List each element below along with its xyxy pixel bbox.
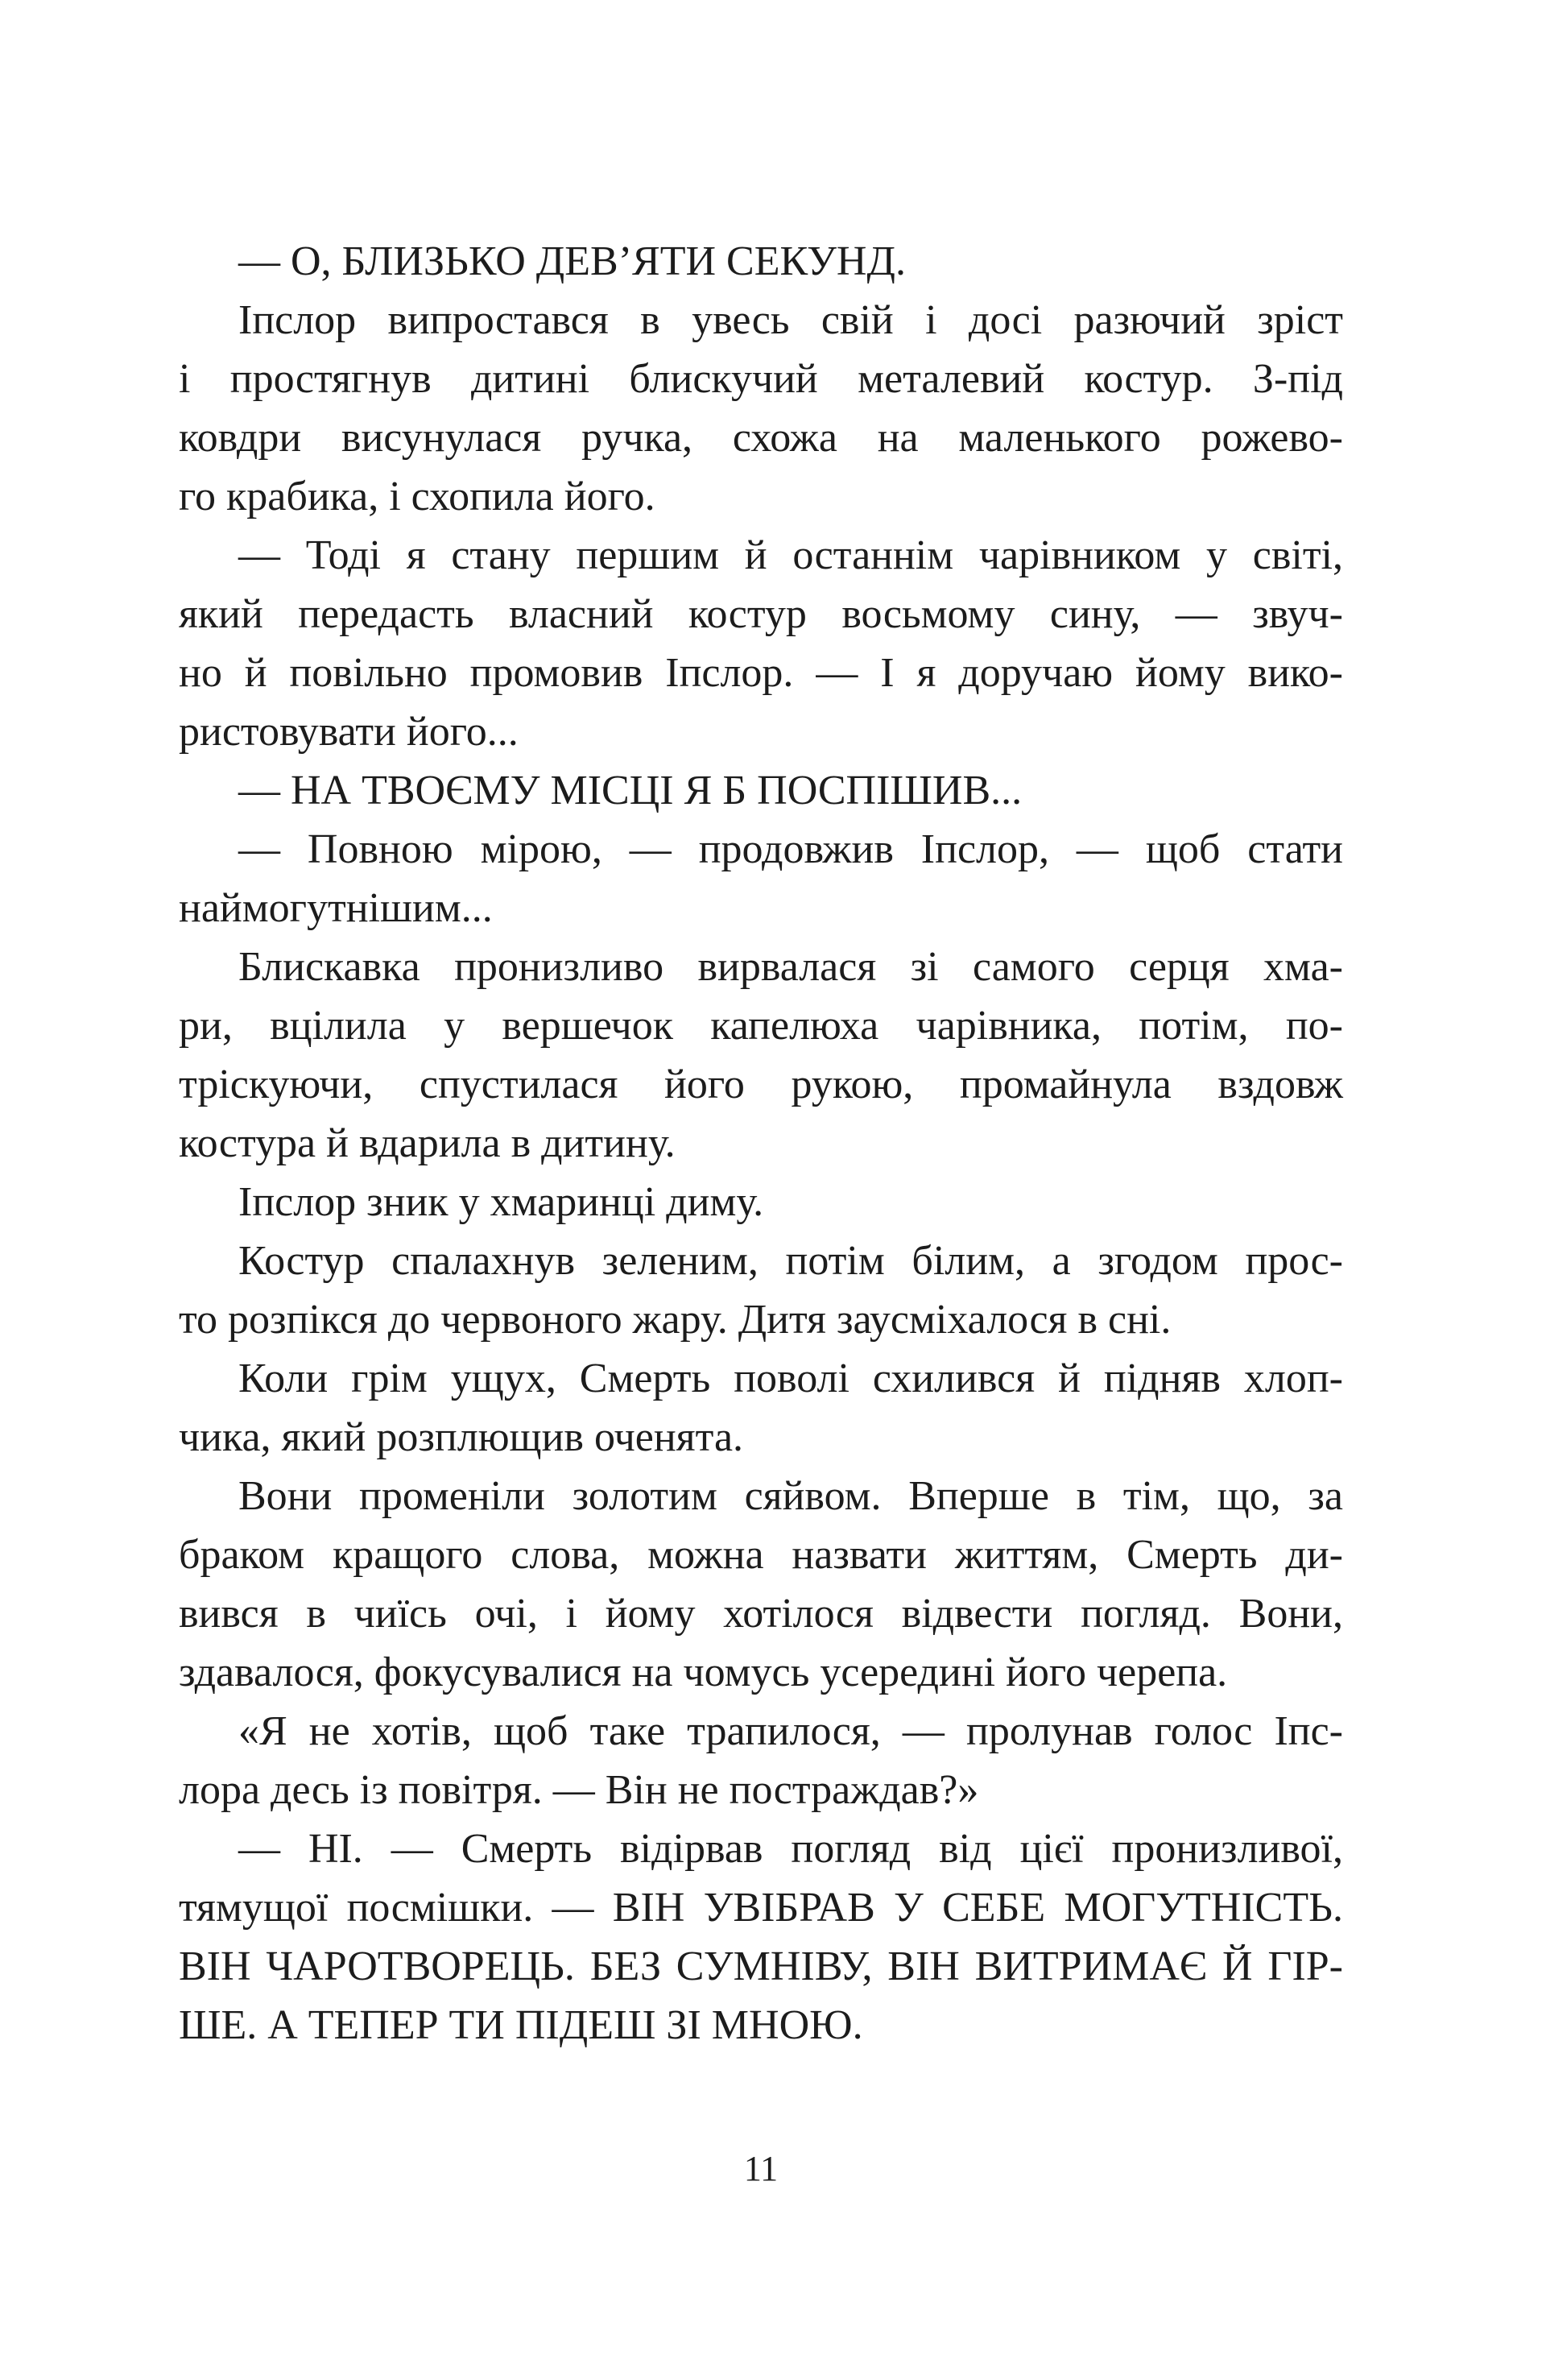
- text-line: костура й вдарила в дитину.: [179, 1120, 676, 1166]
- text-line: то розпікся до червоного жару. Дитя заусміхалося в сні.: [179, 1297, 1172, 1343]
- text-line: ВІН ЧАРОТВОРЕЦЬ. БЕЗ СУМНІВУ, ВІН ВИТРИМАЄ Й ГІР-: [179, 1943, 1343, 1989]
- text-line: — НА ТВОЄМУ МІСЦІ Я Б ПОСПІШИВ...: [238, 768, 1023, 813]
- text-line: Блискавка пронизливо вирвалася зі самого серця хма-: [238, 944, 1343, 990]
- text-line: — Тоді я стану першим й останнім чарівником у світі,: [238, 532, 1343, 578]
- text-line: ри, вцілила у вершечок капелюха чарівника, потім, по-: [179, 1003, 1343, 1049]
- text-line: ШЕ. А ТЕПЕР ТИ ПІДЕШ ЗІ МНОЮ.: [179, 2002, 863, 2048]
- text-line: лора десь із повітря. — Він не постраждав?»: [179, 1767, 979, 1813]
- text-line: — О, БЛИЗЬКО ДЕВ’ЯТИ СЕКУНД.: [238, 238, 906, 284]
- text-line: Коли грім ущух, Смерть поволі схилився й підняв хлоп-: [238, 1356, 1343, 1401]
- text-line: який передасть власний костур восьмому сину, — звуч-: [179, 591, 1343, 637]
- text-line: Вони променіли золотим сяйвом. Вперше в тім, що, за: [238, 1473, 1343, 1519]
- text-line: чика, який розплющив оченята.: [179, 1414, 744, 1460]
- text-line: ковдри висунулася ручка, схожа на маленького рожево-: [179, 415, 1343, 461]
- text-line: вився в чиїсь очі, і йому хотілося відвести погляд. Вони,: [179, 1591, 1343, 1637]
- text-line: Іпслор зник у хмаринці диму.: [238, 1179, 764, 1225]
- text-line: Костур спалахнув зеленим, потім білим, а згодом прос-: [238, 1238, 1343, 1284]
- text-line: браком кращого слова, можна назвати життям, Смерть ди-: [179, 1532, 1343, 1578]
- body-text: [179, 232, 1343, 2055]
- text-line: «Я не хотів, щоб таке трапилося, — пролунав голос Іпс-: [238, 1708, 1343, 1754]
- text-line: — Повною мірою, — продовжив Іпслор, — щоб стати: [238, 826, 1343, 872]
- text-line: но й повільно промовив Іпслор. — І я доручаю йому вико-: [179, 650, 1343, 696]
- page-number: 11: [743, 2149, 779, 2188]
- text-line: ристовувати його...: [179, 709, 519, 755]
- text-line: наймогутнішим...: [179, 885, 493, 931]
- text-line: тямущої посмішки. — ВІН УВІБРАВ У СЕБЕ МОГУТНІСТЬ.: [179, 1885, 1343, 1931]
- text-line: і простягнув дитині блискучий металевий костур. З-під: [179, 356, 1343, 402]
- text-line: — НІ. — Смерть відірвав погляд від цієї пронизливої,: [238, 1826, 1343, 1872]
- text-line: здавалося, фокусувалися на чомусь усередині його черепа.: [179, 1649, 1228, 1695]
- text-line: го крабика, і схопила його.: [179, 474, 655, 519]
- text-line: тріскуючи, спустилася його рукою, промайнула вздовж: [179, 1062, 1343, 1107]
- text-line: Іпслор випростався в увесь свій і досі разючий зріст: [238, 297, 1343, 343]
